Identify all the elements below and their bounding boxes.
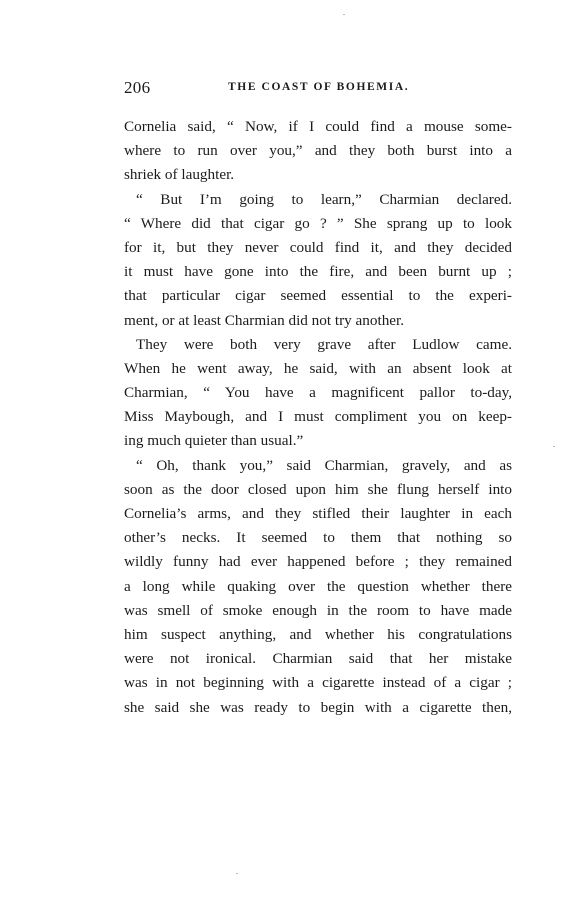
text-line: a long while quaking over the question whether there <box>124 577 512 595</box>
text-line: When he went away, he said, with an absent look at <box>124 359 512 377</box>
text-line: “ Where did that cigar go ? ” She sprang up to look <box>124 214 512 232</box>
running-title: THE COAST OF BOHEMIA. <box>228 81 410 93</box>
text-line: Cornelia said, “ Now, if I could find a mouse some- <box>124 118 512 135</box>
text-line: ment, or at least Charmian did not try another. <box>124 311 405 329</box>
text-line: him suspect anything, and whether his congratulations <box>124 625 512 643</box>
text-line: ing much quieter than usual.” <box>124 432 304 450</box>
text-line: other’s necks. It seemed to them that nothing so <box>124 529 512 547</box>
text-line: shriek of laughter. <box>124 166 235 184</box>
paper-speck <box>553 446 555 447</box>
text-line: They were both very grave after Ludlow came. <box>136 335 512 353</box>
text-line: where to run over you,” and they both burst into a <box>124 142 512 160</box>
text-line: was smell of smoke enough in the room to have made <box>124 601 512 619</box>
text-line: she said she was ready to begin with a cigarette then, <box>124 698 512 716</box>
text-line: Miss Maybough, and I must compliment you on keep- <box>124 408 512 426</box>
paper-speck <box>343 14 345 15</box>
text-line: wildly funny had ever happened before ; they remained <box>124 553 512 571</box>
body-text <box>124 115 512 720</box>
text-line: “ But I’m going to learn,” Charmian declared. <box>136 190 512 208</box>
page-number: 206 <box>124 78 151 97</box>
running-head <box>124 78 512 102</box>
text-line: “ Oh, thank you,” said Charmian, gravely, and as <box>136 456 512 474</box>
text-line: Cornelia’s arms, and they stifled their laughter in each <box>124 505 512 522</box>
paper-speck <box>236 873 238 874</box>
text-line: it must have gone into the fire, and been burnt up ; <box>124 263 512 281</box>
text-line: for it, but they never could find it, and they decided <box>124 238 512 256</box>
text-line: soon as the door closed upon him she flung herself into <box>124 480 512 498</box>
text-line: were not ironical. Charmian said that her mistake <box>124 650 512 668</box>
text-line: Charmian, “ You have a magnificent pallor to-day, <box>124 384 512 402</box>
text-line: was in not beginning with a cigarette instead of a cigar ; <box>124 674 512 692</box>
text-line: that particular cigar seemed essential to the experi- <box>124 287 512 305</box>
